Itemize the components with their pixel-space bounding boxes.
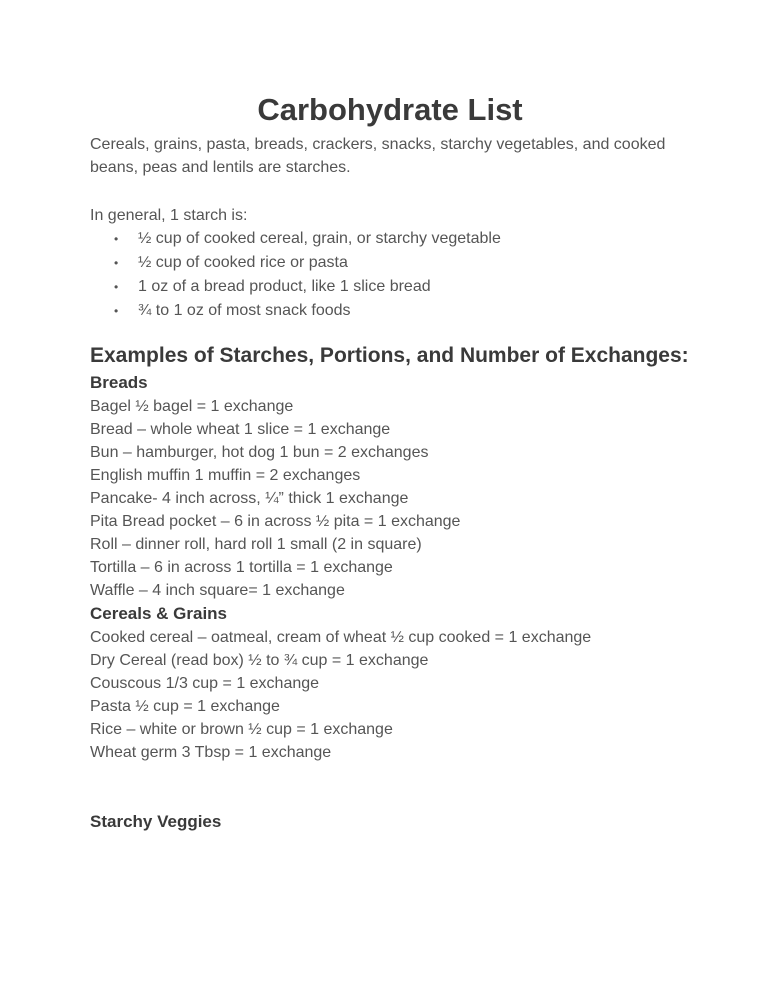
breads-entry: Pita Bread pocket – 6 in across ½ pita = 1 exchange [90, 513, 461, 530]
list-item [110, 227, 690, 251]
bullet-icon: • [114, 232, 119, 246]
cereals-entry: Cooked cereal – oatmeal, cream of wheat ½ cup cooked = 1 exchange [90, 629, 592, 646]
breads-entry: English muffin 1 muffin = 2 exchanges [90, 467, 361, 484]
breads-entry: Bun – hamburger, hot dog 1 bun = 2 exchanges [90, 444, 429, 461]
bullet-icon: • [114, 304, 119, 318]
breads-entry: Tortilla – 6 in across 1 tortilla = 1 exchange [90, 559, 393, 576]
starchy-veggies-heading: Starchy Veggies [90, 812, 222, 831]
list-item [110, 299, 690, 323]
list-item-text: ½ cup of cooked rice or pasta [138, 254, 348, 271]
cereals-entry: Rice – white or brown ½ cup = 1 exchange [90, 721, 393, 738]
intro-paragraph: Cereals, grains, pasta, breads, crackers, snacks, starchy vegetables, and cooked beans, peas and lentils are starches. [90, 136, 666, 176]
cereals-entry: Dry Cereal (read box) ½ to ¾ cup = 1 exchange [90, 652, 429, 669]
list-item [110, 251, 690, 275]
list-item-text: ½ cup of cooked cereal, grain, or starchy vegetable [138, 230, 501, 247]
list-item-text: 1 oz of a bread product, like 1 slice bread [138, 278, 431, 295]
examples-heading: Examples of Starches, Portions, and Number of Exchanges: [90, 344, 689, 367]
cereals-entry: Couscous 1/3 cup = 1 exchange [90, 675, 320, 692]
breads-list [90, 395, 690, 602]
cereals-entry: Wheat germ 3 Tbsp = 1 exchange [90, 744, 332, 761]
cereals-list [90, 626, 690, 764]
list-item-text: ¾ to 1 oz of most snack foods [138, 302, 351, 319]
breads-entry: Bread – whole wheat 1 slice = 1 exchange [90, 421, 391, 438]
breads-entry: Waffle – 4 inch square= 1 exchange [90, 582, 345, 599]
starch-list [90, 227, 690, 323]
breads-entry: Bagel ½ bagel = 1 exchange [90, 398, 294, 415]
bullet-icon: • [114, 280, 119, 294]
breads-heading: Breads [90, 373, 148, 392]
page-title: Carbohydrate List [257, 92, 523, 127]
cereals-heading: Cereals & Grains [90, 604, 228, 623]
breads-entry: Roll – dinner roll, hard roll 1 small (2 in square) [90, 536, 422, 553]
document-page [90, 88, 690, 834]
breads-entry: Pancake- 4 inch across, ¼” thick 1 exchange [90, 490, 409, 507]
general-label: In general, 1 starch is: [90, 207, 248, 224]
cereals-entry: Pasta ½ cup = 1 exchange [90, 698, 280, 715]
list-item [110, 275, 690, 299]
bullet-icon: • [114, 256, 119, 270]
